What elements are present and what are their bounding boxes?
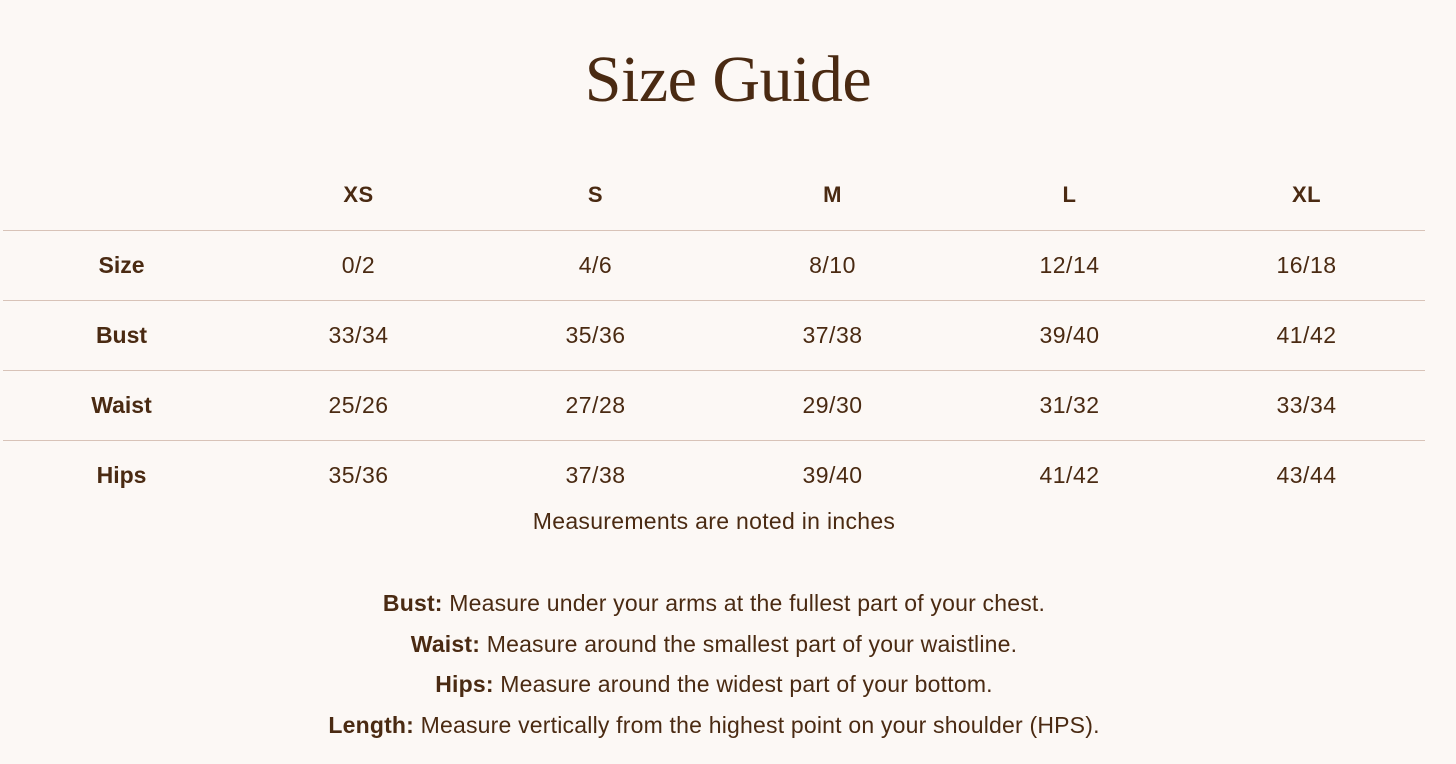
table-cell: 35/36 [565, 322, 626, 348]
table-cell: 37/38 [565, 462, 626, 488]
size-table [3, 160, 1425, 510]
definition-waist [0, 624, 1428, 665]
table-row [3, 371, 1425, 441]
page-title: Size Guide [584, 43, 872, 116]
column-header-m: M [823, 182, 842, 207]
table-cell: 39/40 [1039, 322, 1100, 348]
definition-text: Measure around the widest part of your bottom. [493, 671, 993, 697]
table-cell: 33/34 [1276, 392, 1337, 418]
measurement-unit-note: Measurements are noted in inches [532, 508, 896, 534]
column-header-s: S [587, 182, 604, 207]
table-row [3, 301, 1425, 371]
table-cell: 16/18 [1276, 252, 1337, 278]
table-cell: 31/32 [1039, 392, 1100, 418]
row-label-size: Size [98, 252, 145, 278]
column-header-xl: XL [1291, 182, 1322, 207]
table-cell: 25/26 [328, 392, 389, 418]
definition-bust [0, 583, 1428, 624]
table-cell: 4/6 [578, 252, 613, 278]
table-cell: 29/30 [802, 392, 863, 418]
table-cell: 37/38 [802, 322, 863, 348]
table-cell: 12/14 [1039, 252, 1100, 278]
table-cell: 8/10 [809, 252, 856, 278]
table-cell: 39/40 [802, 462, 863, 488]
column-header-xs: XS [343, 182, 374, 207]
definition-text: Measure under your arms at the fullest part of your chest. [442, 590, 1046, 616]
table-cell: 35/36 [328, 462, 389, 488]
row-label-waist: Waist [91, 392, 152, 418]
table-cell: 41/42 [1276, 322, 1337, 348]
table-cell: 27/28 [565, 392, 626, 418]
measurement-definitions [0, 583, 1428, 745]
definition-length [0, 705, 1428, 746]
definition-text: Measure vertically from the highest point on your shoulder (HPS). [414, 711, 1100, 738]
table-header-row [3, 160, 1425, 231]
table-row [3, 441, 1425, 510]
table-cell: 41/42 [1039, 462, 1100, 488]
definition-term: Bust: [382, 590, 443, 616]
definition-term: Hips: [435, 671, 494, 697]
definition-text: Measure around the smallest part of your waistline. [480, 630, 1018, 657]
definition-hips [0, 664, 1428, 705]
row-label-bust: Bust [95, 322, 148, 348]
table-cell: 43/44 [1276, 462, 1337, 488]
row-label-hips: Hips [96, 462, 147, 488]
definition-term: Length: [328, 711, 415, 738]
table-cell: 33/34 [328, 322, 389, 348]
table-row [3, 231, 1425, 301]
column-header-l: L [1062, 182, 1077, 207]
definition-term: Waist: [410, 630, 481, 657]
table-cell: 0/2 [341, 252, 376, 278]
